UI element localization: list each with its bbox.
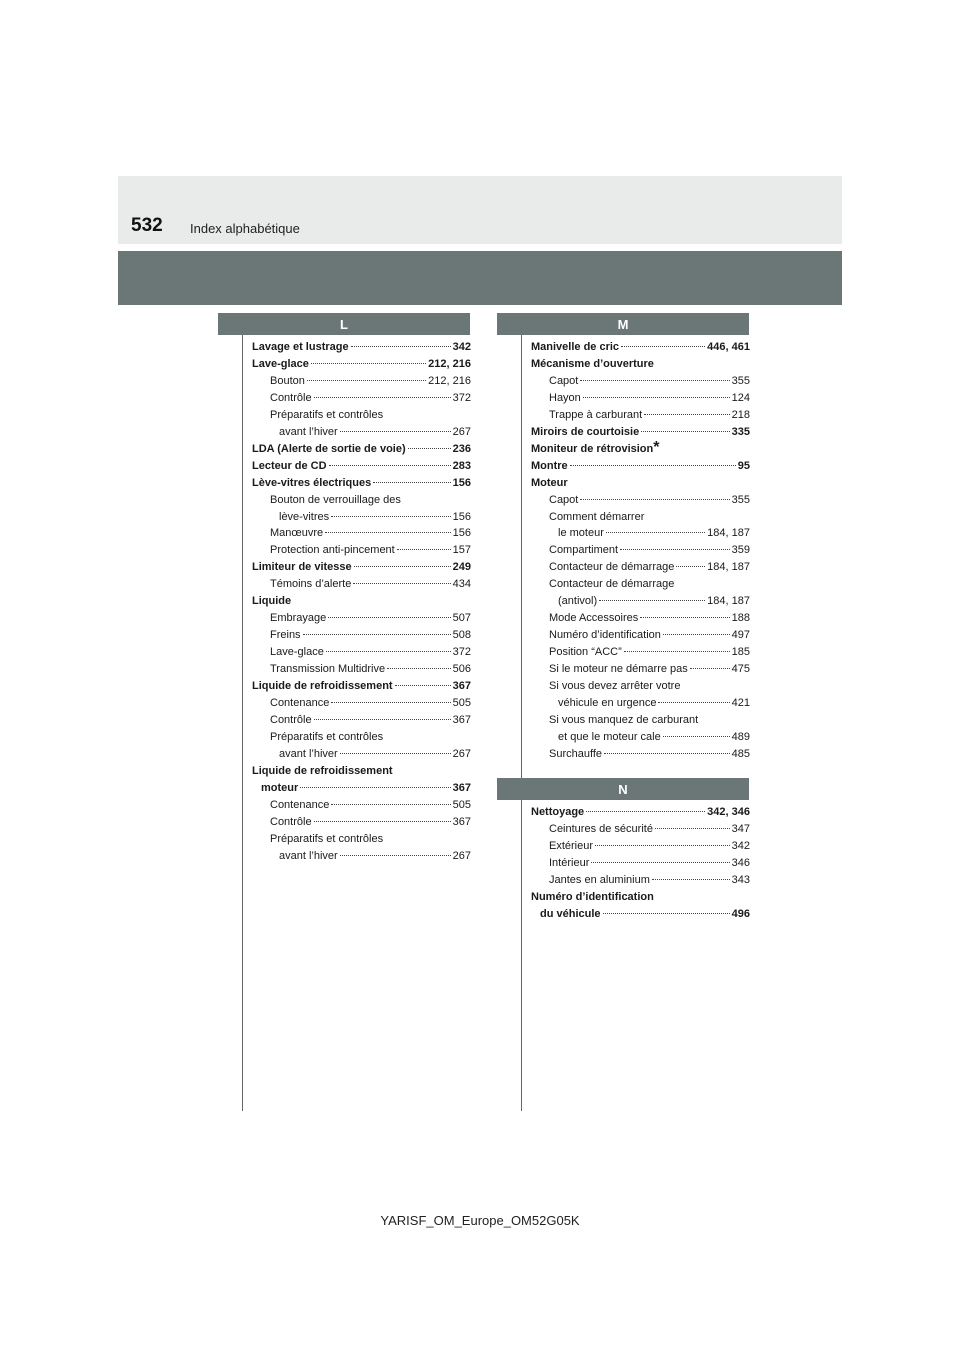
dot-leader	[311, 363, 426, 364]
dot-leader	[641, 431, 729, 432]
index-entry-label: le moteur	[558, 527, 604, 540]
index-entry-page: 346	[731, 856, 750, 869]
index-entry-page: 212, 216	[428, 374, 471, 387]
index-entry-label: Intérieur	[549, 856, 590, 869]
index-entry	[252, 525, 471, 542]
index-entry-page: 184, 187	[707, 527, 750, 540]
index-entry-label: Lave-glace	[270, 646, 324, 659]
index-entry-label: LDA (Alerte de sortie de voie)	[252, 442, 406, 455]
index-entry-label: Extérieur	[549, 839, 594, 852]
index-entry: Moniteur de rétrovision *	[531, 438, 660, 456]
index-entry-page: 249	[452, 561, 471, 574]
index-entry-label: Manivelle de cric	[531, 341, 620, 353]
dot-leader	[353, 583, 450, 584]
index-entry	[531, 610, 750, 627]
dot-leader	[591, 862, 729, 863]
index-entry-label: Mode Accessoires	[549, 612, 639, 625]
index-entry-page: 342	[731, 839, 750, 852]
index-entry-page: 367	[452, 713, 471, 726]
index-entry-page: 124	[731, 391, 750, 404]
index-entry-page: 347	[731, 822, 750, 835]
index-entry-label: Bouton	[270, 374, 305, 387]
index-entry	[252, 356, 471, 373]
dot-leader	[655, 828, 730, 829]
index-entry-label: Miroirs de courtoisie	[531, 425, 640, 438]
index-entry-page: 367	[452, 680, 471, 693]
index-entry	[531, 712, 750, 729]
dot-leader	[583, 397, 730, 398]
index-entry-page: 508	[452, 629, 471, 642]
index-entry-label: lève-vitres	[279, 510, 330, 523]
index-entry	[531, 627, 750, 644]
index-entry	[252, 339, 471, 356]
index-entry	[531, 644, 750, 661]
index-entry	[531, 804, 750, 821]
index-entry	[252, 678, 471, 695]
index-entry	[531, 906, 750, 923]
column-rule-left	[242, 333, 243, 1111]
index-entry-label: Limiteur de vitesse	[252, 561, 352, 574]
index-entry-label: avant l’hiver	[279, 425, 338, 438]
index-entry-label: Bouton de verrouillage des	[270, 493, 401, 506]
index-entry	[531, 593, 750, 610]
index-entry-label: Surchauffe	[549, 747, 603, 760]
index-entry-page: 355	[731, 493, 750, 506]
index-entry-page: 236	[452, 442, 471, 455]
index-entry-page: 267	[452, 425, 471, 438]
letter-header-m: M	[497, 313, 749, 335]
dot-leader	[408, 448, 451, 449]
index-entry	[252, 610, 471, 627]
dot-leader	[580, 380, 729, 381]
index-entry-label: Transmission Multidrive	[270, 663, 386, 676]
index-entry	[252, 475, 471, 492]
index-entry	[531, 356, 750, 373]
dot-leader	[387, 668, 451, 669]
index-entry-label: Lecteur de CD	[252, 459, 327, 472]
dot-leader	[395, 685, 451, 686]
index-entry-page: 496	[731, 907, 750, 920]
index-entry-page: 355	[731, 374, 750, 387]
dot-leader	[340, 431, 451, 432]
index-entry-page: 342, 346	[707, 806, 750, 818]
index-entry-label: Mécanisme d’ouverture	[531, 357, 654, 370]
index-entry-label: Comment démarrer	[549, 510, 645, 523]
index-column-n	[531, 804, 750, 923]
index-column-m	[531, 339, 750, 763]
index-entry	[531, 729, 750, 746]
column-rule-right	[521, 333, 522, 1111]
dot-leader	[621, 346, 705, 347]
index-entry-page: 218	[731, 408, 750, 421]
index-entry-label: Lave-glace	[252, 357, 309, 370]
dot-leader	[307, 380, 426, 381]
index-entry-page: 497	[731, 629, 750, 642]
index-entry-label: Si le moteur ne démarre pas	[549, 663, 688, 676]
index-entry-page: 475	[731, 663, 750, 676]
index-entry-label: Contacteur de démarrage	[549, 561, 675, 574]
dot-leader	[329, 465, 451, 466]
index-entry	[252, 390, 471, 407]
index-entry	[252, 780, 471, 797]
index-entry	[252, 509, 471, 526]
index-entry	[531, 855, 750, 872]
dot-leader	[328, 617, 450, 618]
index-entry-label: Si vous devez arrêter votre	[549, 680, 681, 693]
index-entry-label: Numéro d’identification	[549, 629, 661, 642]
index-entry-label: du véhicule	[540, 907, 601, 920]
index-entry-page: 283	[452, 459, 471, 472]
index-entry-label: Contacteur de démarrage	[549, 578, 675, 591]
dot-leader	[595, 845, 730, 846]
index-entry	[252, 373, 471, 390]
index-column-l	[252, 339, 471, 865]
index-entry	[531, 661, 750, 678]
dot-leader	[354, 566, 451, 567]
dot-leader	[606, 532, 705, 533]
dot-leader	[373, 482, 450, 483]
index-entry-page: 156	[452, 510, 471, 523]
index-entry-page: 421	[731, 697, 750, 710]
index-entry-label: Hayon	[549, 391, 581, 404]
index-entry-label: Protection anti-pincement	[270, 544, 395, 557]
index-entry-label: Témoins d’alerte	[270, 578, 352, 591]
index-entry	[531, 889, 750, 906]
dot-leader	[690, 668, 730, 669]
index-entry	[531, 838, 750, 855]
index-entry-label: Liquide de refroidissement	[252, 680, 393, 693]
index-entry-page: 359	[731, 544, 750, 557]
index-entry	[252, 492, 471, 509]
dot-leader	[300, 787, 450, 788]
index-entry	[252, 831, 471, 848]
dot-leader	[620, 549, 730, 550]
index-entry-page: 342	[452, 341, 471, 353]
index-entry-page: 185	[731, 646, 750, 659]
index-entry	[252, 559, 471, 576]
dot-leader	[640, 617, 729, 618]
dot-leader	[331, 702, 450, 703]
dot-leader	[303, 634, 451, 635]
index-entry-page: 335	[731, 425, 750, 438]
index-entry-label: Liquide de refroidissement	[252, 764, 393, 777]
index-entry-label: Embrayage	[270, 612, 327, 625]
index-entry-page: 212, 216	[428, 357, 471, 370]
index-entry-page: 367	[452, 815, 471, 828]
index-entry	[531, 746, 750, 763]
index-entry-label: Trappe à carburant	[549, 408, 643, 421]
index-entry	[252, 644, 471, 661]
index-entry	[252, 424, 471, 441]
dot-leader	[604, 753, 730, 754]
index-entry	[531, 525, 750, 542]
index-entry-label: (antivol)	[558, 595, 598, 608]
index-entry-page: 372	[452, 646, 471, 659]
dot-leader	[325, 532, 450, 533]
index-entry-label: Freins	[270, 629, 301, 642]
document-footer-id: YARISF_OM_Europe_OM52G05K	[380, 1213, 580, 1228]
index-entry-page: 367	[452, 781, 471, 794]
index-entry	[531, 492, 750, 509]
dot-leader	[326, 651, 451, 652]
dot-leader	[580, 499, 729, 500]
dot-leader	[603, 913, 730, 914]
dot-leader	[314, 821, 451, 822]
index-entry-page: 156	[452, 527, 471, 540]
index-entry-label: Numéro d’identification	[531, 890, 654, 903]
index-entry-page: 489	[731, 730, 750, 743]
letter-header-l: L	[218, 313, 470, 335]
dot-leader	[340, 753, 451, 754]
index-entry	[252, 797, 471, 814]
dot-leader	[351, 346, 451, 347]
index-entry-label: avant l’hiver	[279, 747, 338, 760]
index-entry-label: Contrôle	[270, 713, 312, 726]
index-entry-label: Moniteur de rétrovision	[531, 442, 654, 455]
dot-leader	[570, 465, 736, 466]
index-entry	[252, 661, 471, 678]
index-entry-page: 485	[731, 747, 750, 760]
index-entry-label: Contenance	[270, 798, 330, 811]
index-entry-page: 446, 461	[707, 341, 750, 353]
index-entry-label: Liquide	[252, 595, 292, 608]
index-entry-label: Lavage et lustrage	[252, 341, 349, 353]
index-entry-label: Contrôle	[270, 815, 312, 828]
index-entry-label: Nettoyage	[531, 806, 585, 818]
index-entry-label: Position “ACC”	[549, 646, 622, 659]
index-entry-label: Jantes en aluminium	[549, 873, 650, 886]
index-entry	[531, 509, 750, 526]
index-entry	[531, 424, 750, 441]
index-entry-page: 506	[452, 663, 471, 676]
index-entry	[252, 458, 471, 475]
index-entry	[252, 746, 471, 763]
index-entry	[252, 542, 471, 559]
dot-leader	[676, 566, 705, 567]
dot-leader	[644, 414, 729, 415]
dot-leader	[586, 811, 705, 812]
index-entry	[531, 695, 750, 712]
dot-leader	[599, 600, 705, 601]
dot-leader	[663, 736, 730, 737]
index-entry	[252, 848, 471, 865]
index-entry-page: 372	[452, 391, 471, 404]
index-entry-label: véhicule en urgence	[558, 697, 657, 710]
index-entry-page: 156	[452, 476, 471, 489]
index-entry	[531, 559, 750, 576]
index-entry-label: Préparatifs et contrôles	[270, 408, 384, 421]
index-entry	[531, 542, 750, 559]
index-entry	[531, 821, 750, 838]
index-entry-label: moteur	[261, 781, 299, 794]
dot-leader	[331, 804, 450, 805]
index-entry	[252, 695, 471, 712]
index-entry-label: Compartiment	[549, 544, 619, 557]
dot-leader	[331, 516, 451, 517]
index-entry	[252, 729, 471, 746]
index-entry-page: 434	[452, 578, 471, 591]
dot-leader	[624, 651, 730, 652]
index-entry-label: Contenance	[270, 697, 330, 710]
index-entry-page: 184, 187	[707, 595, 750, 608]
index-entry	[531, 475, 750, 492]
index-entry-label: avant l’hiver	[279, 849, 338, 862]
index-entry-page: 267	[452, 747, 471, 760]
index-entry-label: Capot	[549, 374, 579, 387]
index-entry	[252, 814, 471, 831]
section-title: Index alphabétique	[190, 221, 300, 236]
index-entry-page: 95	[737, 459, 750, 472]
page-number: 532	[131, 215, 163, 236]
index-entry-label: Préparatifs et contrôles	[270, 730, 384, 743]
dot-leader	[663, 634, 730, 635]
index-entry-label: Manœuvre	[270, 527, 324, 540]
dot-leader	[658, 702, 729, 703]
index-entry-label: Lève-vitres électriques	[252, 476, 372, 489]
index-entry	[531, 872, 750, 889]
index-entry-label: Capot	[549, 493, 579, 506]
index-entry	[531, 576, 750, 593]
index-entry	[531, 458, 750, 475]
index-entry	[531, 339, 750, 356]
index-entry-label: Si vous manquez de carburant	[549, 713, 699, 726]
index-entry-page: 184, 187	[707, 561, 750, 574]
dot-leader	[397, 549, 451, 550]
index-entry-label: Contrôle	[270, 391, 312, 404]
index-entry	[252, 712, 471, 729]
index-entry-label: Ceintures de sécurité	[549, 822, 653, 835]
dot-leader	[340, 855, 451, 856]
index-entry-page: 343	[731, 873, 750, 886]
index-entry-page: 157	[452, 544, 471, 557]
index-entry	[252, 763, 471, 780]
index-entry	[531, 407, 750, 424]
index-entry-label: Préparatifs et contrôles	[270, 832, 384, 845]
index-entry-label: Moteur	[531, 476, 568, 489]
index-entry-page: 507	[452, 612, 471, 625]
index-entry	[252, 593, 471, 610]
index-entry-page: 188	[731, 612, 750, 625]
index-entry	[252, 627, 471, 644]
index-entry	[252, 441, 471, 458]
section-tab-band	[118, 251, 842, 305]
index-entry	[531, 390, 750, 407]
dot-leader	[314, 397, 451, 398]
index-entry	[252, 576, 471, 593]
index-entry-page: 505	[452, 798, 471, 811]
index-entry-page: 505	[452, 697, 471, 710]
index-entry	[252, 407, 471, 424]
index-entry-label: et que le moteur cale	[558, 730, 661, 743]
index-entry-page: 267	[452, 849, 471, 862]
dot-leader	[652, 879, 730, 880]
dot-leader	[314, 719, 451, 720]
index-entry	[531, 678, 750, 695]
index-entry-label: Montre	[531, 459, 568, 472]
letter-header-n: N	[497, 778, 749, 800]
index-entry	[531, 373, 750, 390]
